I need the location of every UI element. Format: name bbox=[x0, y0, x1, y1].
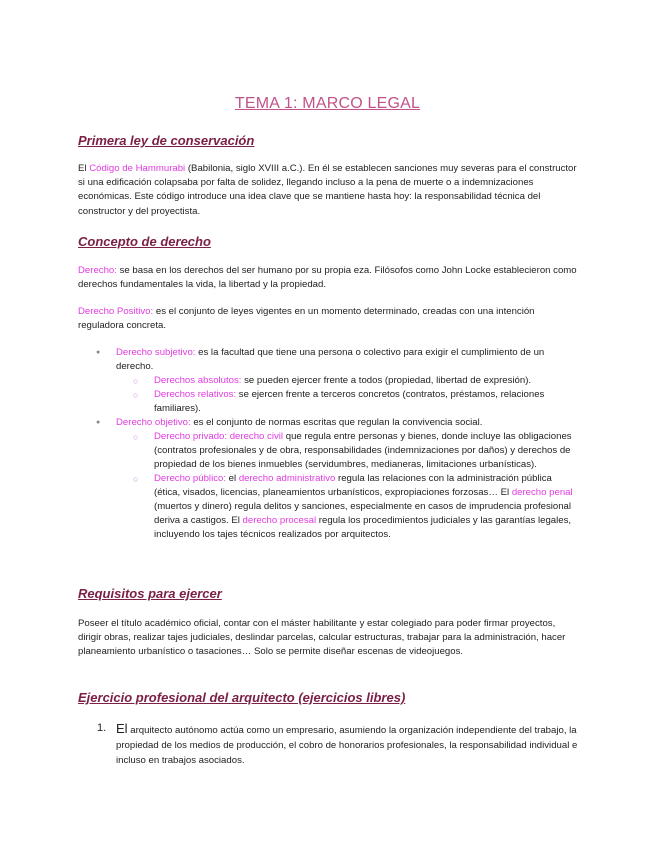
document-title: TEMA 1: MARCO LEGAL bbox=[234, 95, 421, 112]
list-number: 1. bbox=[97, 722, 107, 734]
list-item-derecho-objetivo bbox=[78, 416, 578, 542]
paragraph-derecho bbox=[78, 264, 578, 292]
list-item-text: se pueden ejercer frente a todos (propiedad, libertad de expresión). bbox=[241, 375, 532, 386]
paragraph-text: se basa en los derechos del ser humano por su propia eza. Filósofos como John Locke establecieron como derechos fundamentales la vida, la libertad y la propiedad. bbox=[78, 265, 577, 291]
paragraph-hammurabi bbox=[78, 162, 578, 219]
list-item-text: el bbox=[226, 473, 239, 484]
list-item-arquitecto-autonomo bbox=[78, 721, 578, 768]
list-item-derechos-absolutos bbox=[116, 374, 578, 388]
list-item-text: (muertos y dinero) regula delitos y sanciones, especialmente en casos de imprudencia profesional deriva a castigos. El bbox=[154, 501, 572, 526]
derecho-procesal-term: derecho procesal bbox=[242, 515, 317, 526]
list-item-text: regula los procedimientos judiciales y las garantías legales, incluyendo los tajes técnicos realizados por arquitectos. bbox=[154, 515, 572, 540]
list-item-text: regula las relaciones con la administración pública (ética, visados, licencias, planeamientos urbanísticos, expropiaciones forzosas… El bbox=[154, 473, 552, 498]
derecho-privado-term: Derecho privado: derecho civil bbox=[154, 431, 284, 442]
hammurabi-term: Código de Hammurabi bbox=[89, 163, 186, 174]
section-heading-ejercicio-profesional: Ejercicio profesional del arquitecto (ejercicios libres) bbox=[78, 690, 406, 705]
list-item-derecho-subjetivo bbox=[78, 346, 578, 416]
paragraph-text: es el conjunto de leyes vigentes en un momento determinado, creadas con una intención reguladora concreta. bbox=[78, 306, 535, 332]
derecho-administrativo-term: derecho administrativo bbox=[238, 473, 336, 484]
paragraph-derecho-positivo bbox=[78, 305, 578, 333]
list-item-derecho-publico bbox=[116, 472, 578, 542]
list-item-text: es la facultad que tiene una persona o colectivo para exigir el cumplimiento de un derecho. bbox=[116, 347, 545, 372]
list-item-text: arquitecto autónomo actúa como un empresario, asumiendo la organización independiente del trabajo, la propiedad de los medios de producción, el cobro de honorarios profesionales, la responsabilidad individual e incluso en trabajos asociados. bbox=[116, 725, 578, 766]
list-item-text: es el conjunto de normas escritas que regulan la convivencia social. bbox=[190, 417, 483, 428]
derecho-subjetivo-sublist bbox=[116, 374, 578, 416]
list-item-derecho-privado bbox=[116, 430, 578, 472]
derechos-absolutos-term: Derechos absolutos: bbox=[154, 375, 242, 386]
derecho-publico-term: Derecho público: bbox=[154, 473, 226, 484]
section-heading-requisitos: Requisitos para ejercer bbox=[78, 586, 222, 601]
derechos-relativos-term: Derechos relativos: bbox=[154, 389, 237, 400]
derecho-term: Derecho: bbox=[78, 265, 117, 276]
list-item-first-word: El bbox=[116, 721, 128, 736]
paragraph-text: El bbox=[78, 163, 90, 174]
derecho-subjetivo-term: Derecho subjetivo: bbox=[116, 347, 196, 358]
derecho-objetivo-sublist bbox=[116, 430, 578, 542]
paragraph-text: (Babilonia, siglo XVIII a.C.). En él se establecen sanciones muy severas para el constructor si una edificación colapsaba por falta de solidez, llegando incluso a la pena de muerte o a indemnizaciones económicas. Este código introduce una idea clave que se mantiene hasta hoy: la responsabilidad técnica del constructor y del proyectista. bbox=[78, 163, 577, 217]
section-heading-primera-ley: Primera ley de conservación bbox=[78, 133, 255, 148]
list-item-text: se ejercen frente a terceros concretos (contratos, préstamos, relaciones familiares). bbox=[154, 389, 545, 414]
derecho-penal-term: derecho penal bbox=[511, 487, 573, 498]
list-item-derechos-relativos bbox=[116, 388, 578, 416]
derecho-objetivo-term: Derecho objetivo: bbox=[116, 417, 191, 428]
section-heading-concepto-derecho: Concepto de derecho bbox=[78, 234, 211, 249]
ejercicio-profesional-list bbox=[78, 721, 578, 768]
derecho-positivo-term: Derecho Positivo: bbox=[78, 306, 154, 317]
paragraph-requisitos: Poseer el título académico oficial, contar con el máster habilitante y estar colegiado para poder firmar proyectos, dirigir obras, realizar tajes judiciales, deslindar parcelas, calcular estructuras, trabajar para la administración, hacer planeamiento urbanístico o tasaciones… Solo se permite diseñar escenas de videojuegos. bbox=[78, 618, 566, 658]
derecho-types-list bbox=[78, 346, 578, 542]
list-item-text: que regula entre personas y bienes, donde incluye las obligaciones (contratos profesionales y de obra, responsabilidades (indemnizaciones por daños) y derechos de propiedad de los bienes inmuebles (servidumbres, medianeras, limitaciones urbanísticas). bbox=[154, 431, 572, 470]
